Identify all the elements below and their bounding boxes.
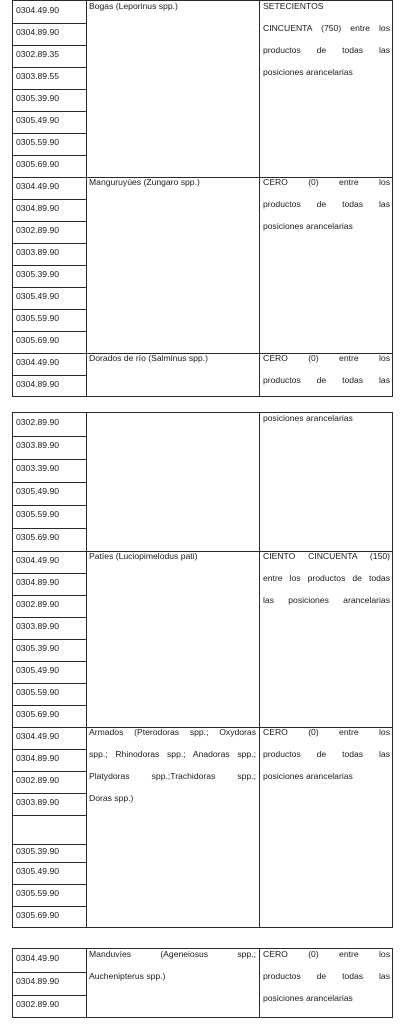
column-divider xyxy=(86,949,87,1017)
column-divider xyxy=(86,413,87,927)
cell-divider xyxy=(13,906,86,907)
cell-divider xyxy=(13,749,86,750)
cell-divider xyxy=(13,617,86,618)
quota-cell xyxy=(263,0,390,83)
quota-line: entre los productos de todas xyxy=(263,573,390,583)
quota-line: productos de todas las xyxy=(263,375,390,385)
cell-divider xyxy=(13,459,86,460)
species-cell xyxy=(89,721,256,809)
tariff-code: 0305.49.90 xyxy=(16,866,60,876)
cell-divider xyxy=(13,375,86,376)
tariff-code: 0305.69.90 xyxy=(16,335,60,345)
species-line: Patíes (Luciopimelodus pati) xyxy=(89,551,198,561)
tariff-code: 0304.49.90 xyxy=(16,181,60,191)
tariff-code: 0304.49.90 xyxy=(16,953,60,963)
species-line: Manguruyúes (Zungaro spp.) xyxy=(89,177,200,187)
cell-divider xyxy=(13,155,86,156)
species-line: Armados (Pterodoras spp.; Oxydoras xyxy=(89,727,256,737)
quota-cell xyxy=(263,943,390,1009)
cell-divider xyxy=(13,436,86,437)
tariff-code: 0302.89.90 xyxy=(16,999,60,1009)
quota-line: CERO (0) entre los xyxy=(263,949,390,959)
tariff-code: 0302.89.90 xyxy=(16,775,60,785)
cell-divider xyxy=(13,862,86,863)
cell-divider xyxy=(13,67,86,68)
species-line: Doras spp.) xyxy=(89,793,134,803)
species-line: Bogas (Leporinus spp.) xyxy=(89,1,178,11)
cell-divider xyxy=(13,111,86,112)
cell-divider xyxy=(13,884,86,885)
column-divider xyxy=(259,413,260,927)
tariff-code: 0305.69.90 xyxy=(16,159,60,169)
tariff-code: 0305.39.90 xyxy=(16,93,60,103)
tariff-code: 0305.39.90 xyxy=(16,643,60,653)
tariff-code: 0304.89.90 xyxy=(16,976,60,986)
cell-divider xyxy=(13,505,86,506)
tariff-code: 0304.49.90 xyxy=(16,357,60,367)
quota-line: las posiciones arancelarias xyxy=(263,595,390,605)
cell-divider xyxy=(13,133,86,134)
cell-divider xyxy=(13,844,86,845)
quota-line: posiciones arancelarias xyxy=(263,771,353,781)
cell-divider xyxy=(13,683,86,684)
cell-divider xyxy=(13,815,86,816)
tariff-code: 0303.39.90 xyxy=(16,463,60,473)
column-divider xyxy=(259,1,260,396)
cell-divider xyxy=(13,528,86,529)
tariff-code: 0305.39.90 xyxy=(16,269,60,279)
quota-cell xyxy=(263,171,390,237)
species-cell xyxy=(89,545,256,567)
tariff-code: 0305.59.90 xyxy=(16,313,60,323)
tariff-code: 0305.59.90 xyxy=(16,888,60,898)
quota-line: productos de todas las xyxy=(263,199,390,209)
tariff-code: 0302.89.90 xyxy=(16,599,60,609)
tariff-code: 0302.89.35 xyxy=(16,49,60,59)
cell-divider xyxy=(13,309,86,310)
cell-divider xyxy=(13,482,86,483)
tariff-code: 0302.89.90 xyxy=(16,417,60,427)
quota-line: SETECIENTOS xyxy=(263,1,324,11)
tariff-code: 0304.89.90 xyxy=(16,203,60,213)
tariff-code: 0305.69.90 xyxy=(16,532,60,542)
tariff-code: 0304.49.90 xyxy=(16,555,60,565)
species-line: Platydoras spp.;Trachidoras spp.; xyxy=(89,771,256,781)
quota-line: posiciones arancelarias xyxy=(263,413,353,423)
tariff-code: 0304.49.90 xyxy=(16,731,60,741)
cell-divider xyxy=(13,287,86,288)
data-table xyxy=(12,412,393,928)
tariff-code: 0303.89.55 xyxy=(16,71,60,81)
tariff-code: 0303.89.90 xyxy=(16,621,60,631)
quota-cell xyxy=(263,721,390,787)
quota-cell xyxy=(263,347,390,391)
cell-divider xyxy=(13,995,86,996)
species-cell xyxy=(89,943,256,987)
cell-divider xyxy=(13,972,86,973)
cell-divider xyxy=(13,221,86,222)
tariff-code: 0302.89.90 xyxy=(16,225,60,235)
data-table xyxy=(12,0,393,397)
cell-divider xyxy=(13,45,86,46)
tariff-code: 0305.49.90 xyxy=(16,115,60,125)
cell-divider xyxy=(13,199,86,200)
tariff-code: 0305.39.90 xyxy=(16,846,60,856)
quota-line: posiciones arancelarias xyxy=(263,67,353,77)
tariff-code: 0303.89.90 xyxy=(16,440,60,450)
species-line: Auchenipterus spp.) xyxy=(89,971,166,981)
quota-line: productos de todas las xyxy=(263,45,390,55)
tariff-code: 0305.49.90 xyxy=(16,291,60,301)
cell-divider xyxy=(13,23,86,24)
data-table xyxy=(12,948,393,1018)
cell-divider xyxy=(13,639,86,640)
tariff-code: 0305.59.90 xyxy=(16,687,60,697)
tariff-code: 0305.49.90 xyxy=(16,665,60,675)
quota-line: CERO (0) entre los xyxy=(263,727,390,737)
tariff-code: 0303.89.90 xyxy=(16,247,60,257)
tariff-code: 0304.89.90 xyxy=(16,379,60,389)
quota-line: CINCUENTA (750) entre los xyxy=(263,23,390,33)
tariff-code: 0305.49.90 xyxy=(16,486,60,496)
quota-line: productos de todas las xyxy=(263,971,390,981)
species-line: Dorados de río (Salminus spp.) xyxy=(89,353,208,363)
tariff-code: 0303.89.90 xyxy=(16,797,60,807)
species-cell xyxy=(89,347,256,369)
tariff-code: 0304.89.90 xyxy=(16,577,60,587)
cell-divider xyxy=(13,771,86,772)
tariff-code: 0305.69.90 xyxy=(16,709,60,719)
quota-line: productos de todas las xyxy=(263,749,390,759)
quota-line: posiciones arancelarias xyxy=(263,221,353,231)
cell-divider xyxy=(13,89,86,90)
tariff-code: 0304.89.90 xyxy=(16,753,60,763)
quota-line: CERO (0) entre los xyxy=(263,353,390,363)
species-line: spp.; Rhinodoras spp.; Anadoras spp.; xyxy=(89,749,256,759)
species-line: Manduvíes (Ageneiosus spp.; xyxy=(89,949,256,959)
cell-divider xyxy=(13,793,86,794)
cell-divider xyxy=(13,331,86,332)
cell-divider xyxy=(13,243,86,244)
quota-cell xyxy=(263,407,390,429)
cell-divider xyxy=(13,661,86,662)
column-divider xyxy=(86,1,87,396)
cell-divider xyxy=(13,705,86,706)
tariff-code: 0305.59.90 xyxy=(16,509,60,519)
cell-divider xyxy=(13,595,86,596)
tariff-code: 0305.69.90 xyxy=(16,910,60,920)
quota-line: posiciones arancelarias xyxy=(263,993,353,1003)
cell-divider xyxy=(13,573,86,574)
tariff-code: 0304.49.90 xyxy=(16,5,60,15)
column-divider xyxy=(259,949,260,1017)
quota-cell xyxy=(263,545,390,611)
species-cell xyxy=(89,0,256,17)
quota-line: CERO (0) entre los xyxy=(263,177,390,187)
tariff-code: 0304.89.90 xyxy=(16,27,60,37)
quota-line: CIENTO CINCUENTA (150) xyxy=(263,551,390,561)
cell-divider xyxy=(13,265,86,266)
species-cell xyxy=(89,171,256,193)
tariff-code: 0305.59.90 xyxy=(16,137,60,147)
